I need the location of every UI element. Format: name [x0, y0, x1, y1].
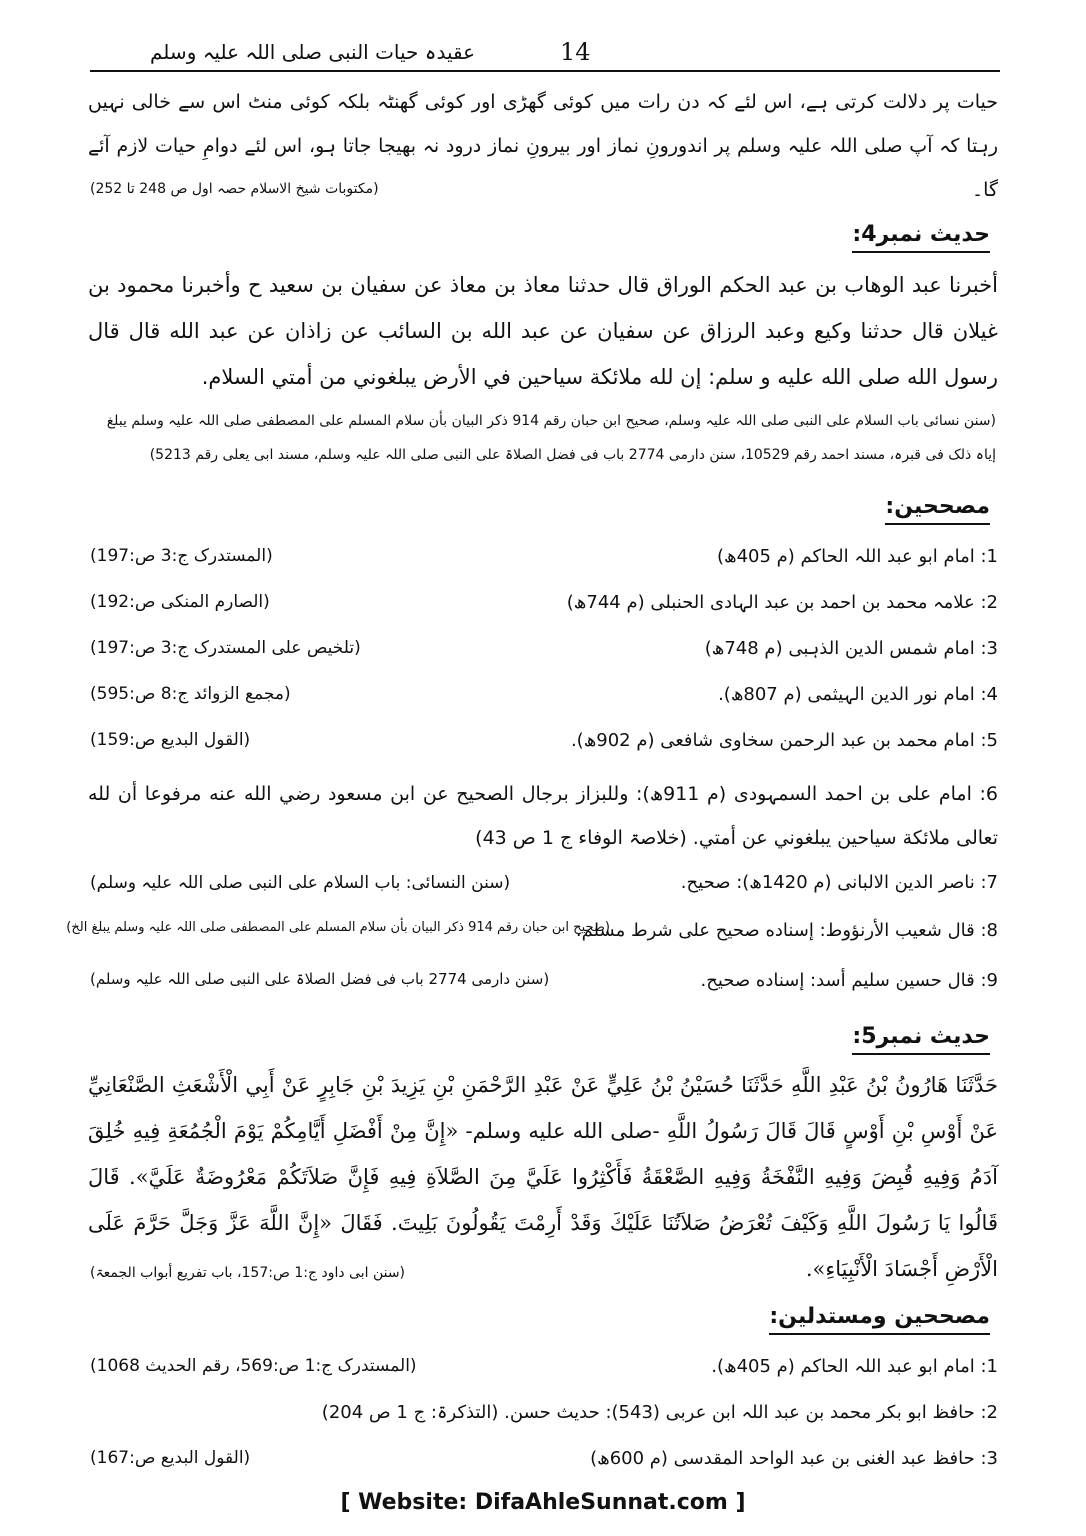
- hadith5-heading: حدیث نمبر5:: [852, 1024, 990, 1055]
- authenticator-row: [90, 970, 998, 1010]
- hadith4-heading: حدیث نمبر4:: [852, 222, 990, 253]
- authenticator-reference: (المستدرک ج:3 ص:197): [90, 546, 273, 566]
- authenticator-row: [90, 684, 998, 724]
- authenticator-row: [90, 1356, 998, 1396]
- authenticator-name: 8: قال شعیب الأرنؤوط: إسناده صحيح على شرط مسلم.: [575, 920, 998, 941]
- authenticator-row: [90, 730, 998, 770]
- authenticator-name: 2: علامہ محمد بن احمد بن عبد الہادی الحنبلی (م 744ھ): [566, 592, 998, 613]
- website-footer: [ Website: DifaAhleSunnat.com ]: [340, 1490, 746, 1515]
- authenticator-row: [90, 546, 998, 586]
- authenticator-item-6: 6: امام علی بن احمد السمہودی (م 911ھ): وللبزاز برجال الصحيح عن ابن مسعود رضي الله عنه مرفوعا أن لله تعالى ملائكة سياحين يبلغوني عن أمتي. (خلاصۃ الوفاء ج 1 ص 43): [88, 783, 998, 849]
- intro-citation: (مکتوبات شیخ الاسلام حصہ اول ص 248 تا 252): [90, 181, 379, 197]
- authenticator-name: 3: حافظ عبد الغنی بن عبد الواحد المقدسی (م 600ھ): [590, 1448, 998, 1469]
- running-title: عقیدہ حیات النبی صلی اللہ علیہ وسلم: [150, 40, 476, 64]
- authenticator-row: [66, 920, 998, 960]
- hadith4-citation: (سنن نسائی باب السلام علی النبی صلی اللہ علیہ وسلم، صحیح ابن حبان رقم 914 ذکر البیان بأن سلام المسلم علی المصطفی صلی اللہ علیہ وسلم یبلغ إیاہ ذلک فی قبرہ، مسند احمد رقم 10529، سنن دارمی 2774 باب فی فضل الصلاۃ علی النبی صلی اللہ علیہ وسلم، مسند ابی یعلی رقم 5213): [106, 413, 996, 463]
- authenticator-name: 9: قال حسین سلیم أسد: إسناده صحيح.: [700, 970, 998, 991]
- authenticator-row: [90, 1402, 998, 1442]
- authenticator-row: [90, 1448, 998, 1488]
- authenticator-reference: (تلخیص علی المستدرک ج:3 ص:197): [90, 638, 361, 658]
- authenticator-row: [90, 872, 998, 912]
- authenticator-name: 3: امام شمس الدین الذہبی (م 748ھ): [704, 638, 998, 659]
- authenticator-name: 5: امام محمد بن عبد الرحمن سخاوی شافعی (م 902ھ).: [570, 730, 998, 751]
- authenticator-reference: (الصارم المنکی ص:192): [90, 592, 270, 612]
- authenticator-reference: (سنن النسائی: باب السلام علی النبی صلی اللہ علیہ وسلم): [90, 873, 511, 893]
- authenticators1-heading: مصححین:: [885, 494, 990, 525]
- authenticator-reference: (صحیح ابن حبان رقم 914 ذکر البیان بأن سلام المسلم علی المصطفی صلی اللہ علیہ وسلم یبلغ الخ): [66, 920, 610, 935]
- authenticators2-heading: مصححین ومستدلین:: [769, 1304, 990, 1335]
- authenticator-name: 7: ناصر الدین الالبانی (م 1420ھ): صحیح.: [680, 872, 998, 893]
- header-rule: [90, 70, 1000, 72]
- authenticator-name: 1: امام ابو عبد اللہ الحاکم (م 405ھ).: [711, 1356, 998, 1377]
- hadith5-text: حَدَّثَنَا هَارُونُ بْنُ عَبْدِ اللَّهِ حَدَّثَنَا حُسَيْنُ بْنُ عَلِيٍّ عَنْ عَبْدِ الرَّحْمَنِ بْنِ يَزِيدَ بْنِ جَابِرٍ عَنْ أَبِي الْأَشْعَثِ الصَّنْعَانِيِّ عَنْ أَوْسِ بْنِ أَوْسٍ قَالَ قَالَ رَسُولُ اللَّهِ -صلى الله عليه وسلم- «إِنَّ مِنْ أَفْضَلِ أَيَّامِكُمْ يَوْمَ الْجُمُعَةِ فِيهِ خُلِقَ آدَمُ وَفِيهِ قُبِضَ وَفِيهِ النَّفْخَةُ وَفِيهِ الصَّعْقَةُ فَأَكْثِرُوا عَلَيَّ مِنَ الصَّلاَةِ فِيهِ فَإِنَّ صَلاَتَكُمْ مَعْرُوضَةٌ عَلَيَّ». قَالَ قَالُوا يَا رَسُولَ اللَّهِ وَكَيْفَ تُعْرَضُ صَلاَتُنَا عَلَيْكَ وَقَدْ أَرِمْتَ يَقُولُونَ بَلِيتَ. فَقَالَ «إِنَّ اللَّهَ عَزَّ وَجَلَّ حَرَّمَ عَلَى الْأَرْضِ أَجْسَادَ الْأَنْبِيَاءِ».: [88, 1073, 998, 1281]
- authenticator-name: 2: حافظ ابو بکر محمد بن عبد اللہ ابن عربی (543): حدیث حسن. (التذکرۃ: ج 1 ص 204): [321, 1402, 998, 1423]
- authenticator-reference: (المستدرک ج:1 ص:569، رقم الحدیث 1068): [90, 1356, 417, 1376]
- hadith5-citation: (سنن ابی داود ج:1 ص:157، باب تفریع أبواب الجمعۃ): [90, 1265, 406, 1281]
- page-number: 14: [560, 38, 591, 66]
- authenticator-name: 4: امام نور الدین الہیثمی (م 807ھ).: [718, 684, 998, 705]
- authenticator-reference: (القول البدیع ص:159): [90, 730, 251, 750]
- authenticator-row: [90, 592, 998, 632]
- authenticator-row: [90, 638, 998, 678]
- intro-paragraph: حیات پر دلالت کرتی ہے، اس لئے کہ دن رات میں کوئی گھڑی اور کوئی گھنٹہ بلکہ کوئی منٹ اس سے خالی نہیں رہتا کہ آپ صلی اللہ علیہ وسلم پر اندورونِ نماز اور بیرونِ نماز درود نہ بھیجا جاتا ہو، اس لئے دوامِ حیات لازم آئے گا۔: [88, 91, 998, 201]
- authenticator-reference: (مجمع الزوائد ج:8 ص:595): [90, 684, 291, 704]
- hadith4-text: أخبرنا عبد الوهاب بن عبد الحكم الوراق قال حدثنا معاذ بن معاذ عن سفيان بن سعيد ح وأخبرنا محمود بن غيلان قال حدثنا وكيع وعبد الرزاق عن سفيان عن عبد الله بن السائب عن زاذان عن عبد الله قال قال رسول الله صلى الله عليه و سلم: إن لله ملائكة سياحين في الأرض يبلغوني من أمتي السلام.: [88, 273, 998, 389]
- authenticator-reference: (القول البدیع ص:167): [90, 1448, 251, 1468]
- authenticator-reference: (سنن دارمی 2774 باب فی فضل الصلاۃ علی النبی صلی اللہ علیہ وسلم): [90, 970, 550, 988]
- authenticator-name: 1: امام ابو عبد اللہ الحاکم (م 405ھ): [716, 546, 998, 567]
